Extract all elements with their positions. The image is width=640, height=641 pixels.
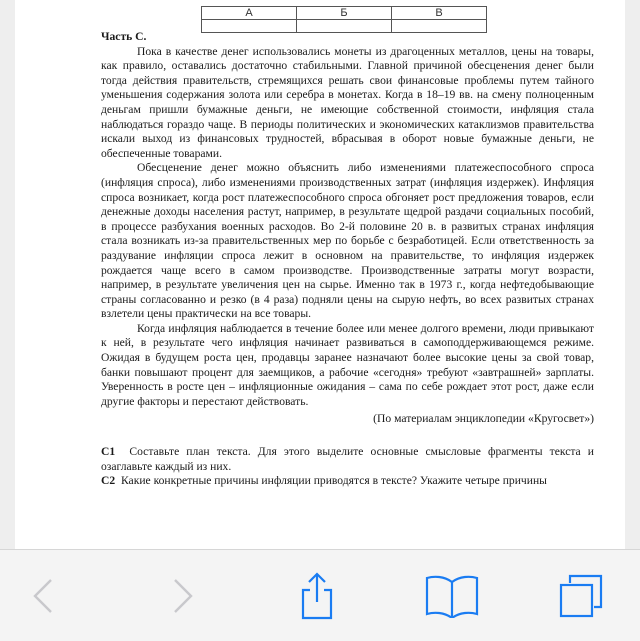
- source-citation: (По материалам энциклопедии «Кругосвет»): [373, 412, 594, 426]
- document-page: [15, 0, 625, 549]
- back-button[interactable]: [19, 572, 67, 620]
- bookmarks-icon: [424, 574, 480, 618]
- question-c1: [101, 445, 594, 474]
- question-c2: [101, 474, 594, 489]
- chevron-right-icon: [169, 576, 197, 616]
- chevron-left-icon: [29, 576, 57, 616]
- answer-table-header: А: [202, 7, 297, 20]
- share-button[interactable]: [293, 572, 341, 620]
- section-heading: Часть С.: [101, 30, 147, 43]
- answer-table-header-row: [202, 7, 487, 20]
- forward-button[interactable]: [159, 572, 207, 620]
- tabs-button[interactable]: [557, 572, 605, 620]
- share-icon: [297, 572, 337, 620]
- browser-toolbar: [0, 549, 640, 641]
- paragraph: Когда инфляция наблюдается в течение более или менее долгого времени, люди привыкают к ней, в результате чего инфляция начинает развиваться в самоподдерживающемся режиме. Ожидая в будущем роста цен, продавцы заранее назначают более высокие цены за свой товар, банки повышают процент для заемщиков, а рабочие «сегодня» требуют «завтрашней» зарплаты. Уверенность в росте цен – инфляционные ожидания – сама по себе рождает этот рост, даже если другие факторы и перестают действовать.: [101, 321, 594, 408]
- question-number: С2: [101, 474, 116, 488]
- answer-table-header: В: [392, 7, 487, 20]
- document-text: [101, 30, 594, 489]
- paragraph: Пока в качестве денег использовались монеты из драгоценных металлов, цены на товары, как правило, оставались достаточно стабильными. Главной причиной обесценения денег были тогда действия правительств, стремящихся решать свои финансовые проблемы путем тайного уменьшения содержания золота или серебра в монетах. Когда в 18–19 вв. на смену полноценным деньгам пришли бумажные деньги, не имеющие собственной стоимости, инфляция стала наблюдаться гораздо чаще. В периоды политических и экономических катаклизмов правительства искали выход из финансовых трудностей, вбрасывая в оборот новые бумажные деньги, не обеспеченные товарами.: [101, 44, 594, 160]
- answer-table-header: Б: [297, 7, 392, 20]
- bookmarks-button[interactable]: [422, 572, 482, 620]
- answer-table: [201, 6, 487, 33]
- tabs-icon: [558, 573, 604, 619]
- paragraph: Обесценение денег можно объяснить либо изменениями платежеспособного спроса (инфляция спроса), либо изменениями производственных затрат (инфляция издержек). Инфляция спроса возникает, когда рост платежеспособного спроса обгоняет рост предложения товаров, если денежные доходы населения растут, например, в результате щедрой раздачи социальных пособий, в процессе разбухания военных расходов. Во 2-й половине 20 в. в развитых странах инфляция стала возникать из-за правительственных мер по борьбе с безработицей. Если ответственность за раздувание инфляции спроса лежит в основном на правительстве, то инфляция издержек рождается чаще всего в самом производстве. Производственные затраты могут возрасти, например, в результате увеличения цен на сырье. Именно так в 1973 г., когда нефтедобывающие страны согласованно и резко (в 4 раза) подняли цены на сырую нефть, во всех развитых странах взлетели цены практически на все товары.: [101, 161, 594, 321]
- question-text: Какие конкретные причины инфляции приводятся в тексте? Укажите четыре причины: [120, 474, 547, 488]
- question-text: Составьте план текста. Для этого выделите основные смысловые фрагменты текста и озаглавьте каждый из них.: [101, 445, 594, 473]
- question-number: С1: [101, 445, 116, 459]
